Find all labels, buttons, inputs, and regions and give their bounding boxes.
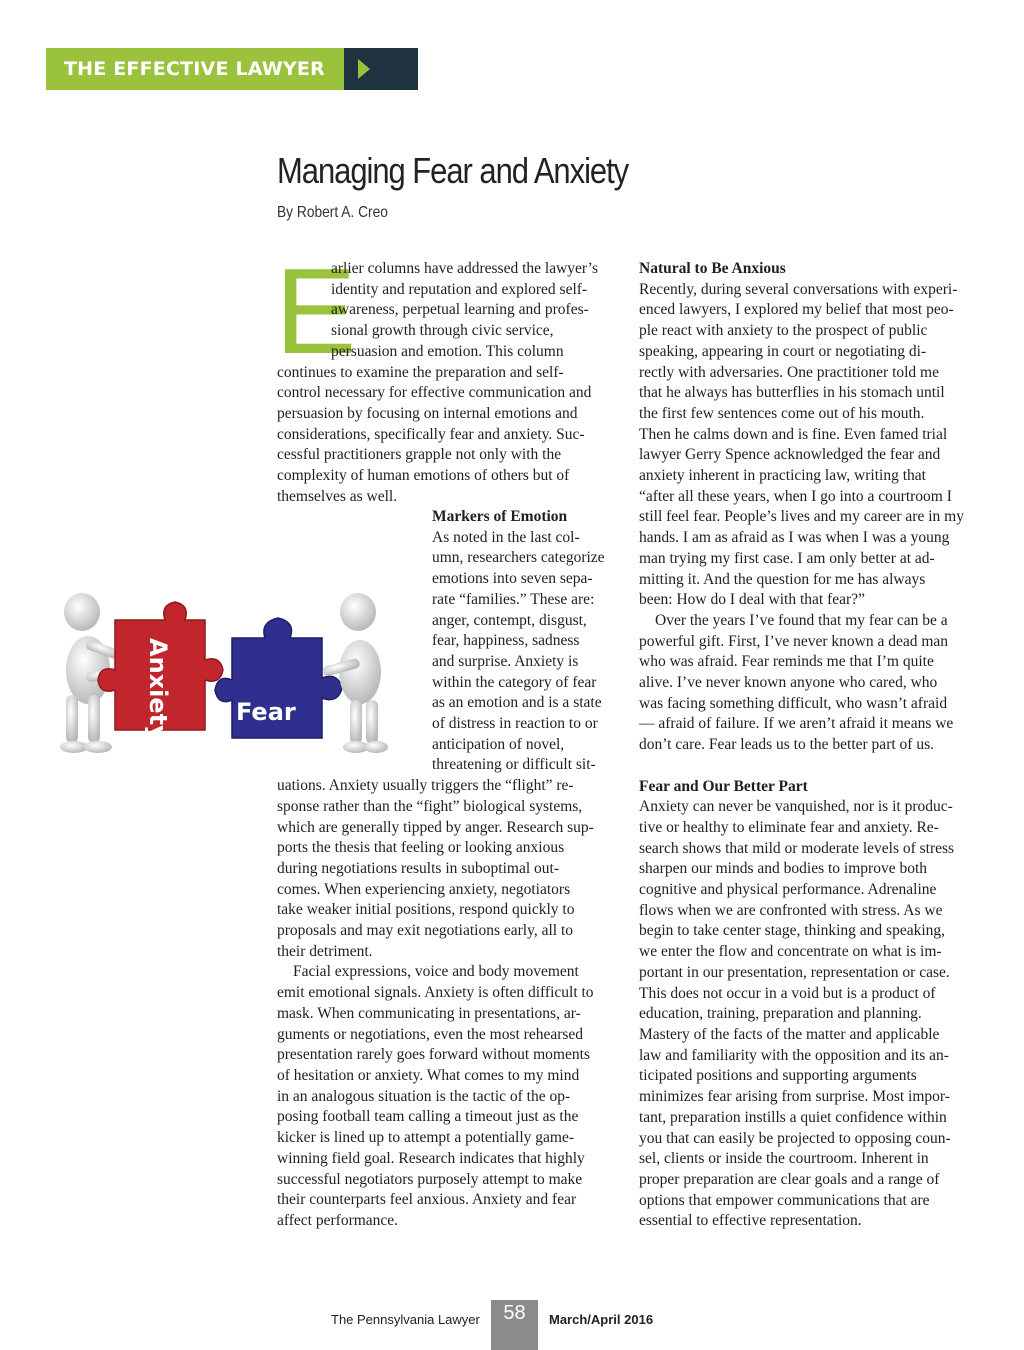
text-line: guments or negotiations, even the most rehearsed (277, 1025, 584, 1043)
text-line: minimizes fear arising from surprise. Most impor- (639, 1088, 950, 1106)
text-line: we enter the flow and concentrate on what is im- (639, 943, 942, 961)
text-line: comes. When experiencing anxiety, negotiators (277, 880, 571, 898)
text-line: proposals and may exit negotiations early, all to (277, 922, 574, 940)
page-footer (0, 1300, 1024, 1350)
text-line: don’t care. Fear leads us to the better part of us. (639, 736, 934, 754)
text-line: fear, happiness, sadness (432, 632, 580, 650)
text-line: the first few sentences come out of his mouth. (639, 404, 925, 422)
text-line: ports the thesis that feeling or looking anxious (277, 839, 565, 857)
text-line: take weaker initial positions, respond quickly to (277, 901, 575, 919)
anxiety-piece-label: Anxiety (144, 638, 172, 741)
text-line: arlier columns have addressed the lawyer’s (331, 260, 598, 277)
text-line: Recently, during several conversations with experi- (639, 280, 958, 298)
text-line: portant in our presentation, representation or case. (639, 963, 950, 981)
text-line: emotions into seven sepa- (432, 570, 593, 588)
text-line: alive. I’ve never known anyone who cared, who (639, 674, 938, 692)
text-line: continues to examine the preparation and self- (277, 363, 564, 381)
footer-publication: The Pennsylvania Lawyer (331, 1312, 480, 1327)
section-heading-natural: Natural to Be Anxious (639, 260, 786, 277)
text-line: anticipation of novel, (432, 735, 565, 753)
text-line: ticipated positions and supporting arguments (639, 1067, 917, 1085)
play-arrow-icon (358, 59, 370, 79)
intro-paragraph (275, 243, 617, 507)
text-line: of hesitation or anxiety. What comes to my mind (277, 1066, 580, 1084)
text-line: sional growth through civic service, (331, 322, 554, 340)
text-line: uations. Anxiety usually triggers the “flight” re- (277, 777, 574, 795)
years-paragraph (639, 611, 977, 756)
text-line: enced lawyers, I explored my belief that most peo- (639, 301, 954, 319)
text-line: themselves as well. (277, 487, 398, 505)
text-line: affect performance. (277, 1211, 399, 1229)
text-line: law and familiarity with the opposition and its an- (639, 1046, 949, 1064)
text-line: that he always has butterflies in his stomach until (639, 384, 945, 402)
text-line: sharpen our minds and bodies to improve both (639, 860, 927, 878)
text-line: essential to effective representation. (639, 1212, 862, 1230)
text-line: ple react with anxiety to the prospect of public (639, 322, 928, 340)
text-line: Then he calms down and is fine. Even famed trial (639, 425, 948, 443)
better-part-paragraph (639, 797, 977, 1232)
text-line: options that empower communications that are (639, 1191, 930, 1209)
text-line: cessful practitioners grapple not only with the (277, 446, 562, 464)
drop-cap: E (275, 243, 357, 379)
text-line: umn, researchers categorize (432, 549, 605, 567)
text-line: proper preparation are clear goals and a range of (639, 1170, 940, 1188)
section-label: THE EFFECTIVE LAWYER (46, 48, 344, 90)
text-line: complexity of human emotions of others but of (277, 467, 570, 485)
text-line: kicker is lined up to attempt a potentially game- (277, 1129, 574, 1147)
article-byline: By Robert A. Creo (277, 204, 388, 221)
section-heading-markers: Markers of Emotion (432, 508, 568, 525)
text-line: begin to take center stage, thinking and speaking, (639, 922, 946, 940)
text-line: sponse rather than the “fight” biological systems, (277, 797, 583, 815)
text-line: was facing something difficult, who wasn’t afraid (639, 694, 948, 712)
text-line: cognitive and physical performance. Adrenaline (639, 881, 937, 899)
text-line: Anxiety can never be vanquished, nor is it produc- (639, 798, 953, 816)
text-line: flows when we are confronted with stress. As we (639, 901, 943, 919)
text-line: sel, clients or inside the courtroom. Inherent in (639, 1150, 929, 1168)
text-line: posing football team calling a timeout just as the (277, 1108, 579, 1126)
fear-piece-label: Fear (236, 698, 296, 726)
text-line: emit emotional signals. Anxiety is often difficult to (277, 984, 594, 1002)
text-line: hands. I am as afraid as I was when I was a young (639, 529, 950, 547)
text-line: been: How do I deal with that fear?” (639, 591, 865, 609)
text-line: and surprise. Anxiety is (432, 652, 579, 670)
banner-arrow-block (344, 48, 418, 90)
text-line: identity and reputation and explored self- (331, 280, 588, 298)
natural-paragraph (639, 280, 977, 611)
markers-section (432, 507, 617, 776)
text-line: successful negotiators purposely attempt to make (277, 1170, 583, 1188)
text-line: tive or healthy to eliminate fear and anxiety. Re- (639, 818, 939, 836)
markers-continued-paragraph (277, 776, 617, 962)
text-line: “after all these years, when I go into a courtroom I (639, 487, 952, 505)
text-line: mask. When communicating in presentations, ar- (277, 1004, 581, 1022)
text-line: control necessary for effective communication and (277, 384, 592, 402)
text-line: powerful gift. First, I’ve never known a dead man (639, 632, 949, 650)
text-line: rectly with adversaries. One practitioner told me (639, 363, 939, 381)
text-line: search shows that mild or moderate levels of stress (639, 839, 955, 857)
text-line: who was afraid. Fear reminds me that I’m quite (639, 653, 934, 671)
text-line: man trying my first case. I am only better at ad- (639, 549, 935, 567)
text-line: within the category of fear (432, 673, 597, 691)
text-line: as an emotion and is a state (432, 694, 602, 712)
text-line: still feel fear. People’s lives and my career are in my (639, 508, 964, 526)
facial-paragraph (277, 962, 617, 1231)
text-line: awareness, perpetual learning and profes- (331, 301, 589, 319)
text-line: their counterparts feel anxious. Anxiety and fear (277, 1191, 577, 1209)
text-line: rate “families.” These are: (432, 590, 595, 608)
text-line: anxiety inherent in practicing law, writing that (639, 467, 926, 485)
text-line: considerations, specifically fear and anxiety. Suc- (277, 425, 585, 443)
text-line: lawyer Gerry Spence acknowledged the fear and (639, 446, 941, 464)
text-line: education, training, preparation and planning. (639, 1005, 922, 1023)
footer-page-number: 58 (491, 1300, 538, 1350)
text-line: As noted in the last col- (432, 528, 580, 546)
text-line: persuasion and emotion. This column (331, 342, 564, 360)
text-line: mitting it. And the question for me has always (639, 570, 926, 588)
text-line: winning field goal. Research indicates that highly (277, 1149, 585, 1167)
text-line: in an analogous situation is the tactic of the op- (277, 1087, 571, 1105)
text-line: Over the years I’ve found that my fear can be a (655, 611, 948, 629)
footer-issue: March/April 2016 (549, 1312, 654, 1327)
text-line: during negotiations results in suboptimal out- (277, 859, 559, 877)
text-line: you that can easily be projected to opposing coun- (639, 1129, 951, 1147)
text-line: This does not occur in a void but is a product of (639, 984, 936, 1002)
text-line: which are generally tipped by anger. Research sup- (277, 818, 594, 836)
text-line: their detriment. (277, 942, 373, 960)
puzzle-illustration (60, 590, 390, 760)
text-line: Facial expressions, voice and body movement (293, 963, 579, 981)
section-heading-better-part: Fear and Our Better Part (639, 777, 808, 795)
right-figure (322, 593, 388, 753)
section-banner (46, 48, 418, 90)
text-line: persuasion by focusing on internal emotions and (277, 404, 578, 422)
text-line: Mastery of the facts of the matter and applicable (639, 1026, 940, 1043)
text-line: tant, preparation instills a quiet confidence within (639, 1108, 947, 1126)
text-line: — afraid of failure. If we aren’t afraid it means we (639, 715, 954, 733)
article-column-right (639, 259, 977, 1232)
text-line: anger, contempt, disgust, (432, 611, 587, 629)
text-line: presentation rarely goes forward without moments (277, 1046, 590, 1064)
text-line: of distress in reaction to or (432, 715, 598, 733)
text-line: speaking, appearing in court or negotiating di- (639, 342, 927, 360)
text-line: threatening or difficult sit- (432, 756, 596, 774)
article-title: Managing Fear and Anxiety (277, 150, 629, 191)
